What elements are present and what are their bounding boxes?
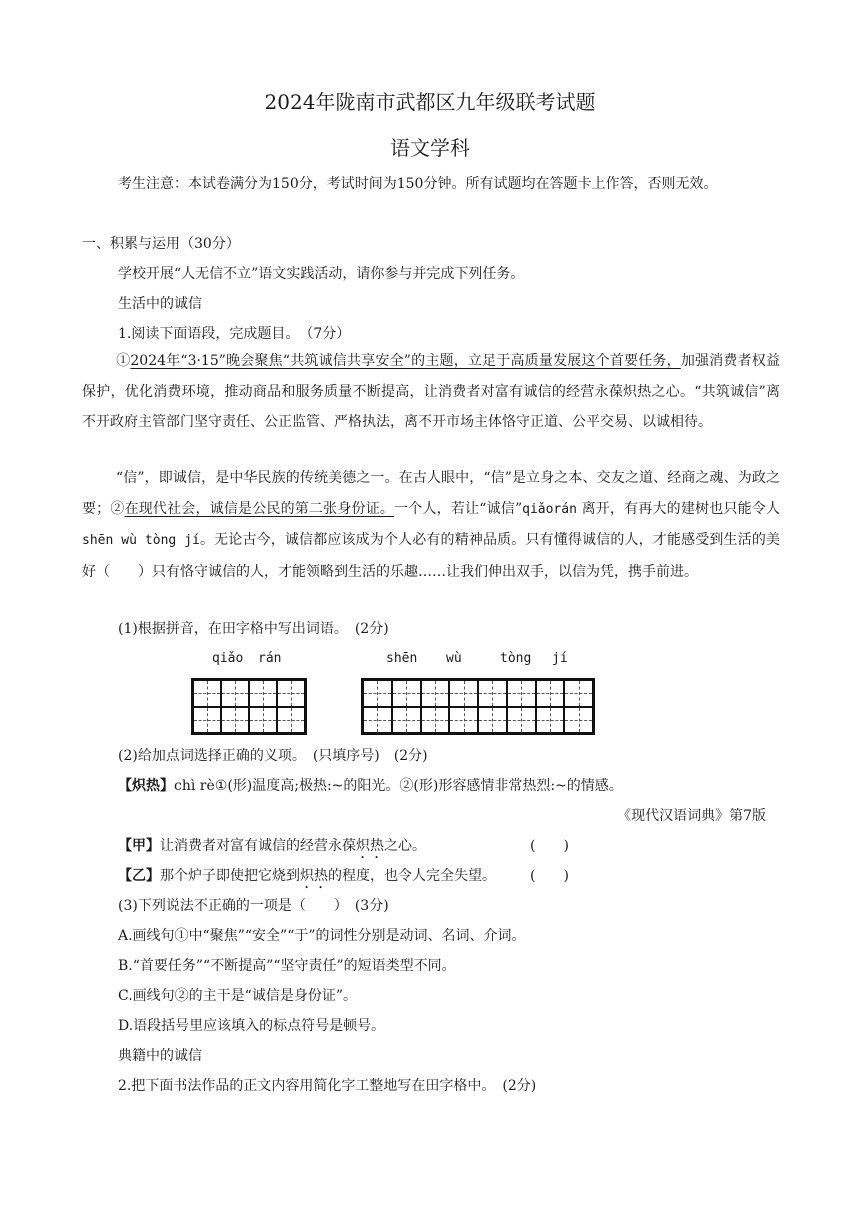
question-1-1: (1)根据拼音，在田字格中写出词语。 (2分) — [118, 621, 389, 637]
underlined-sentence-2: 在现代社会，诚信是公民的第二张身份证。 — [124, 500, 395, 517]
grid-cell[interactable] — [277, 707, 305, 734]
pinyin-qiaoran: qiǎorán — [522, 501, 577, 517]
grid-cell[interactable] — [392, 680, 421, 707]
subject-title: 语文学科 — [390, 136, 470, 160]
exam-notice: 考生注意：本试卷满分为150分，考试时间为150分钟。所有试题均在答题卡上作答，否则无效。 — [118, 176, 718, 192]
grid-cell[interactable] — [536, 707, 565, 734]
grid-cell[interactable] — [193, 707, 221, 734]
grid-cell[interactable] — [478, 680, 507, 707]
passage-paragraph-1: ①2024年“3·15”晚会聚焦“共筑诚信共享安全”的主题，立足于高质量发展这个首要任务，加强消费者权益保护，优化消费环境，推动商品和服务质量不断提高，让消费者对富有诚信的经营永葆炽热之心。“共筑诚信”离不开政府主管部门坚守责任、公正监管、严格执法，离不开市场主体恪守正道、公平交易、以诚相待。 — [82, 353, 780, 430]
dictionary-headword: 【炽热】 — [118, 778, 174, 794]
underlined-sentence-1: 2024年“3·15”晚会聚焦“共筑诚信共享安全”的主题，立足于高质量发展这个首要任务， — [130, 353, 681, 369]
grid-cell[interactable] — [564, 680, 593, 707]
option-a: A.画线句①中“聚焦”“安全”“于”的词性分别是动词、名词、介词。 — [118, 928, 526, 944]
pinyin-right-4: jí — [552, 651, 568, 666]
pinyin-left-1: qiǎo — [212, 651, 244, 666]
answer-blank-jia[interactable]: ( ) — [530, 838, 569, 854]
grid-cell[interactable] — [249, 680, 277, 707]
grid-cell[interactable] — [507, 707, 536, 734]
dotted-word-jia: 炽热 — [356, 838, 384, 854]
question-1-3: (3)下列说法不正确的一项是（ ） (3分) — [118, 898, 389, 914]
section-heading: 一、积累与运用（30分） — [82, 236, 240, 252]
question-1: 1.阅读下面语段，完成题目。 （7分） — [118, 326, 351, 342]
exam-title: 2024年陇南市武都区九年级联考试题 — [264, 90, 596, 114]
grid-cell[interactable] — [564, 707, 593, 734]
dictionary-definition: chì rè①(形)温度高;极热:~的阳光。②(形)形容感情非常热烈:~的情感。 — [174, 778, 623, 794]
subsection-life: 生活中的诚信 — [118, 296, 202, 312]
marker-1: ① — [116, 353, 131, 369]
grid-cell[interactable] — [507, 680, 536, 707]
grid-cell[interactable] — [193, 680, 221, 707]
grid-cell[interactable] — [277, 680, 305, 707]
activity-intro: 学校开展“人无信不立”语文实践活动，请你参与并完成下列任务。 — [118, 266, 525, 282]
question-1-2: (2)给加点词选择正确的义项。 (只填序号) (2分) — [118, 748, 428, 764]
grid-cell[interactable] — [449, 707, 478, 734]
pinyin-right-3: tòng — [500, 651, 532, 666]
pinyin-right-1: shēn — [386, 651, 418, 666]
pinyin-left-2: rán — [258, 651, 282, 666]
dotted-word-yi: 炽热 — [300, 868, 328, 884]
grid-cell[interactable] — [449, 680, 478, 707]
option-b: B.“首要任务”“不断提高”“坚守责任”的短语类型不同。 — [118, 958, 456, 974]
tianzige-grid-qiaoran[interactable] — [191, 678, 307, 735]
grid-cell[interactable] — [478, 707, 507, 734]
pinyin-right-2: wù — [446, 651, 462, 666]
subsection-classics: 典籍中的诚信 — [118, 1048, 202, 1064]
sentence-jia: 【甲】让消费者对富有诚信的经营永葆炽热之心。 — [118, 838, 426, 854]
tianzige-grid-shenwutongji[interactable] — [361, 678, 595, 735]
grid-cell[interactable] — [363, 707, 392, 734]
grid-cell[interactable] — [363, 680, 392, 707]
dictionary-entry — [118, 775, 623, 795]
sentence-yi: 【乙】那个炉子即使把它烧到炽热的程度，也令人完全失望。 — [118, 868, 496, 884]
grid-cell[interactable] — [392, 707, 421, 734]
dictionary-source: 《现代汉语词典》第7版 — [617, 808, 766, 824]
question-2: 2.把下面书法作品的正文内容用简化字工整地写在田字格中。 (2分) — [118, 1078, 537, 1094]
option-d: D.语段括号里应该填入的标点符号是顿号。 — [118, 1018, 386, 1034]
grid-cell[interactable] — [221, 680, 249, 707]
grid-cell[interactable] — [536, 680, 565, 707]
answer-blank-yi[interactable]: ( ) — [530, 868, 569, 884]
grid-cell[interactable] — [221, 707, 249, 734]
option-c: C.画线句②的主干是“诚信是身份证”。 — [118, 988, 357, 1004]
pinyin-shenwutongji: shēn wù tòng jí — [82, 533, 200, 548]
grid-cell[interactable] — [421, 680, 450, 707]
passage-paragraph-2: “信”，即诚信，是中华民族的传统美德之一。在古人眼中，“信”是立身之本、交友之道、经商之魂、为政之要；②在现代社会，诚信是公民的第二张身份证。一个人，若让“诚信”qiǎorán 离开，有再大的建树也只能令人shēn wù tòng jí。无论古今，诚信都应该成为个人必有的精神品质。只有懂得诚信的人，才能感受到生活的美好（ ）只有恪守诚信的人，才能领略到生活的乐趣……让我们伸出双手，以信为凭，携手前进。 — [82, 470, 781, 580]
grid-cell[interactable] — [421, 707, 450, 734]
grid-cell[interactable] — [249, 707, 277, 734]
